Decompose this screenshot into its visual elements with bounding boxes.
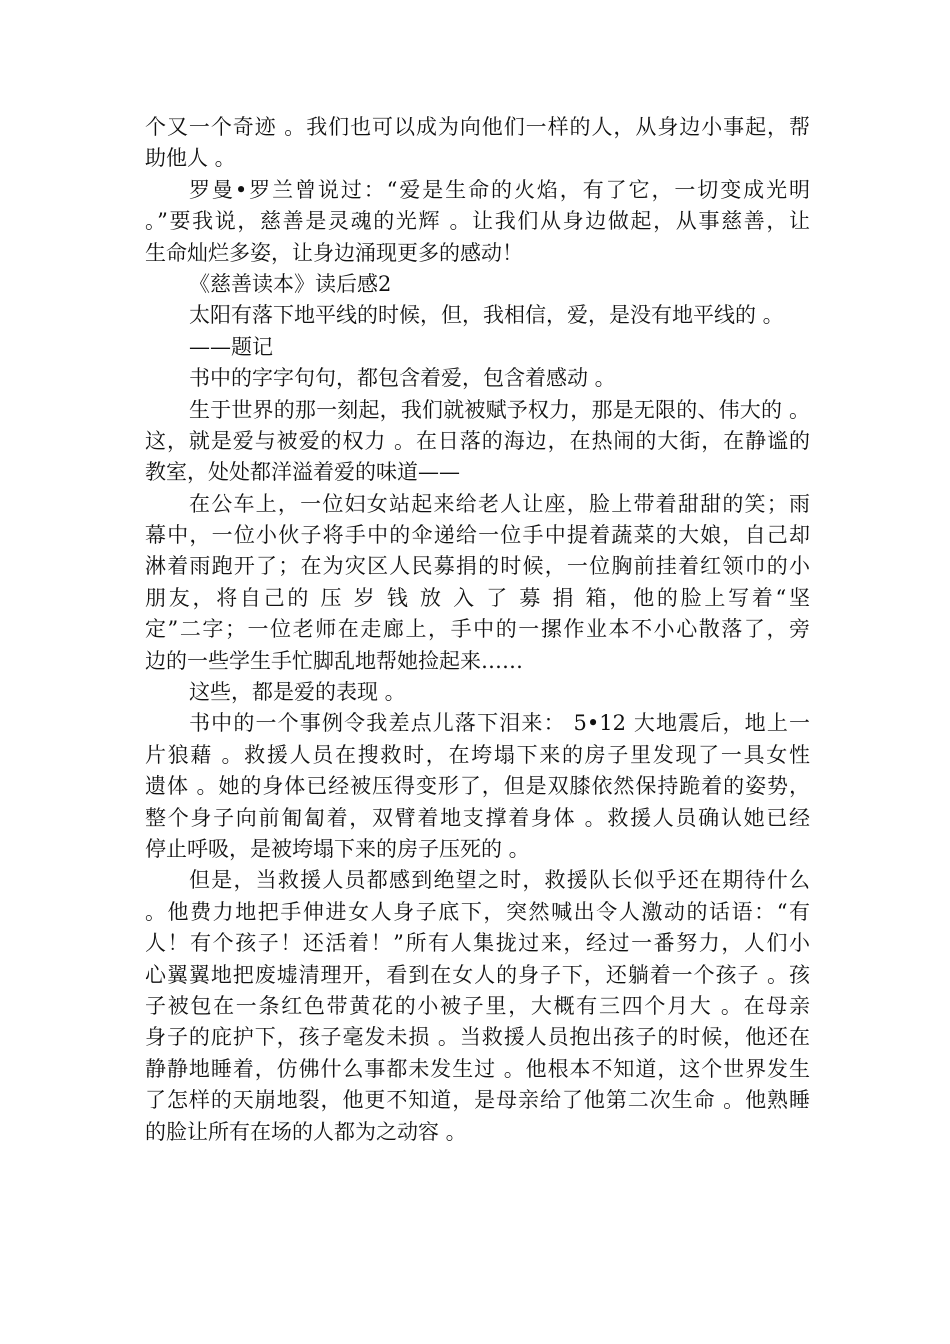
text-line: 遗体 。她的身体已经被压得变形了，但是双膝依然保持跪着的姿势， — [145, 774, 810, 799]
text-line: 生于世界的那一刻起，我们就被赋予权力，那是无限的、伟大的 。 — [189, 397, 810, 422]
text-line: 身子的庇护下，孩子毫发未损 。当救援人员抱出孩子的时候，他还在 — [145, 1025, 810, 1050]
text-line: 这，就是爱与被爱的权力 。在日落的海边，在热闹的大街，在静谧的 — [145, 428, 810, 453]
text-line: 定”二字；一位老师在走廊上，手中的一摞作业本不小心散落了，旁 — [145, 617, 810, 642]
text-line: 生命灿烂多姿，让身边涌现更多的感动！ — [145, 240, 523, 265]
text-line: 个又一个奇迹 。我们也可以成为向他们一样的人，从身边小事起，帮 — [145, 115, 810, 139]
text-line: 罗曼•罗兰曾说过：“爱是生命的火焰，有了它，一切变成光明 — [189, 177, 810, 202]
text-line: 边的一些学生手忙脚乱地帮她捡起来…… — [145, 648, 523, 673]
text-line: 但是，当救援人员都感到绝望之时，救援队长似乎还在期待什么 — [189, 868, 810, 893]
text-line: 了怎样的天崩地裂，他更不知道，是母亲给了他第二次生命 。他熟睡 — [145, 1088, 810, 1113]
text-line: 整个身子向前匍匐着，双臂着地支撑着身体 。救援人员确认她已经 — [145, 805, 810, 830]
text-line: 书中的字字句句，都包含着爱，包含着感动 。 — [189, 366, 616, 391]
text-line: ——题记 — [189, 334, 273, 359]
text-line: 子被包在一条红色带黄花的小被子里，大概有三四个月大 。在母亲 — [145, 993, 810, 1018]
text-line: 朋友，将自己的 压 岁 钱 放 入 了 募 捐 箱，他的脸上写着“坚 — [145, 585, 810, 610]
text-line: 。他费力地把手伸进女人身子底下，突然喊出令人激动的话语：“有 — [145, 899, 810, 924]
text-line: 的脸让所有在场的人都为之动容 。 — [145, 1119, 467, 1144]
text-line: 幕中，一位小伙子将手中的伞递给一位手中提着蔬菜的大娘，自己却 — [145, 523, 810, 548]
text-line: 教室，处处都洋溢着爱的味道—— — [145, 460, 460, 485]
text-line: 太阳有落下地平线的时候，但，我相信，爱，是没有地平线的 。 — [189, 303, 784, 328]
text-line: 这些，都是爱的表现 。 — [189, 680, 406, 705]
document-body — [145, 112, 810, 1148]
text-line: 书中的一个事例令我差点儿落下泪来： 5•12 大地震后，地上一 — [189, 711, 810, 736]
text-line: 《慈善读本》读后感2 — [189, 271, 392, 296]
text-line: 静静地睡着，仿佛什么事都未发生过 。他根本不知道，这个世界发生 — [145, 1056, 810, 1081]
text-line: 助他人 。 — [145, 146, 236, 171]
text-line: 。”要我说，慈善是灵魂的光辉 。让我们从身边做起，从事慈善，让 — [145, 209, 810, 234]
text-line: 人！有个孩子！还活着！”所有人集拢过来，经过一番努力，人们小 — [145, 931, 810, 956]
text-line: 在公车上，一位妇女站起来给老人让座，脸上带着甜甜的笑；雨 — [189, 491, 810, 516]
text-line: 停止呼吸，是被垮塌下来的房子压死的 。 — [145, 836, 530, 861]
text-line: 片狼藉 。救援人员在搜救时，在垮塌下来的房子里发现了一具女性 — [145, 742, 810, 767]
text-line: 淋着雨跑开了；在为灾区人民募捐的时候，一位胸前挂着红领巾的小 — [145, 554, 810, 579]
text-line: 心翼翼地把废墟清理开，看到在女人的身子下，还躺着一个孩子 。孩 — [145, 962, 810, 987]
